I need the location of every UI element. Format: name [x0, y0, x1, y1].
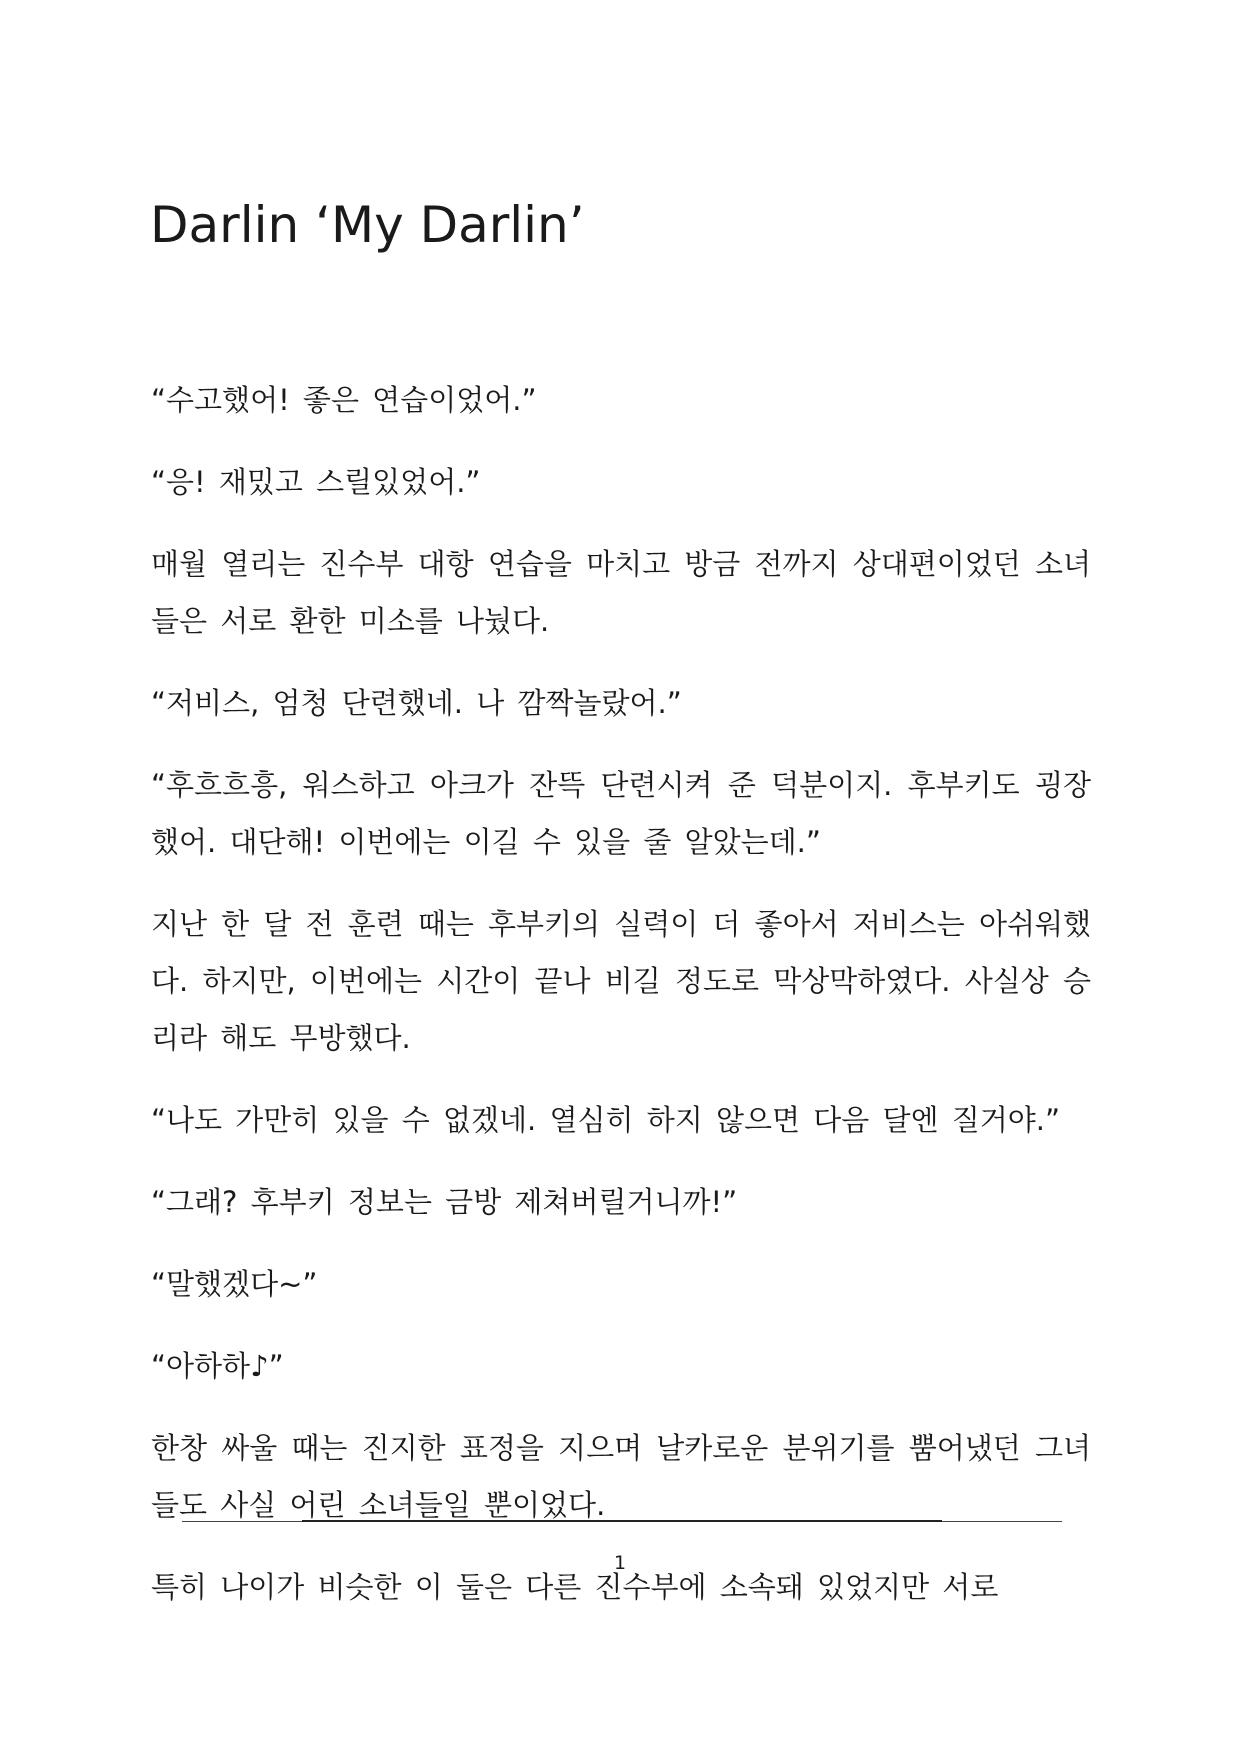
paragraph: “수고했어! 좋은 연습이었어.”: [151, 383, 537, 417]
footer-divider-accent: [302, 1520, 942, 1522]
page-number: 1: [613, 1552, 627, 1574]
paragraph: 매월 열리는 진수부 대항 연습을 마치고 방금 전까지 상대편이었던 소녀들은 서로 환한 미소를 나눴다.: [151, 547, 1091, 638]
body-text: [151, 372, 1091, 1641]
paragraph: “말했겠다~”: [151, 1267, 318, 1301]
paragraph: “아하하♪”: [151, 1349, 284, 1383]
paragraph: “저비스, 엄청 단련했네. 나 깜짝놀랐어.”: [151, 686, 682, 720]
paragraph: 지난 한 달 전 훈련 때는 후부키의 실력이 더 좋아서 저비스는 아쉬워했다. 하지만, 이번에는 시간이 끝나 비길 정도로 막상막하였다. 사실상 승리라 해도 무방했다.: [151, 907, 1091, 1055]
paragraph: “나도 가만히 있을 수 없겠네. 열심히 하지 않으면 다음 달엔 질거야.”: [151, 1103, 1061, 1137]
paragraph: “후흐흐흥, 워스하고 아크가 잔뜩 단련시켜 준 덕분이지. 후부키도 굉장했어. 대단해! 이번에는 이길 수 있을 줄 알았는데.”: [151, 768, 1091, 859]
paragraph: 한창 싸울 때는 진지한 표정을 지으며 날카로운 분위기를 뿜어냈던 그녀들도 사실 어린 소녀들일 뿐이었다.: [151, 1431, 1091, 1522]
document-title: Darlin ‘My Darlin’: [150, 196, 585, 254]
paragraph: “그래? 후부키 정보는 금방 제쳐버릴거니까!”: [151, 1185, 738, 1219]
paragraph: 특히 나이가 비슷한 이 둘은 다른 진수부에 소속돼 있었지만 서로: [151, 1570, 999, 1604]
paragraph: “응! 재밌고 스릴있었어.”: [151, 465, 481, 499]
